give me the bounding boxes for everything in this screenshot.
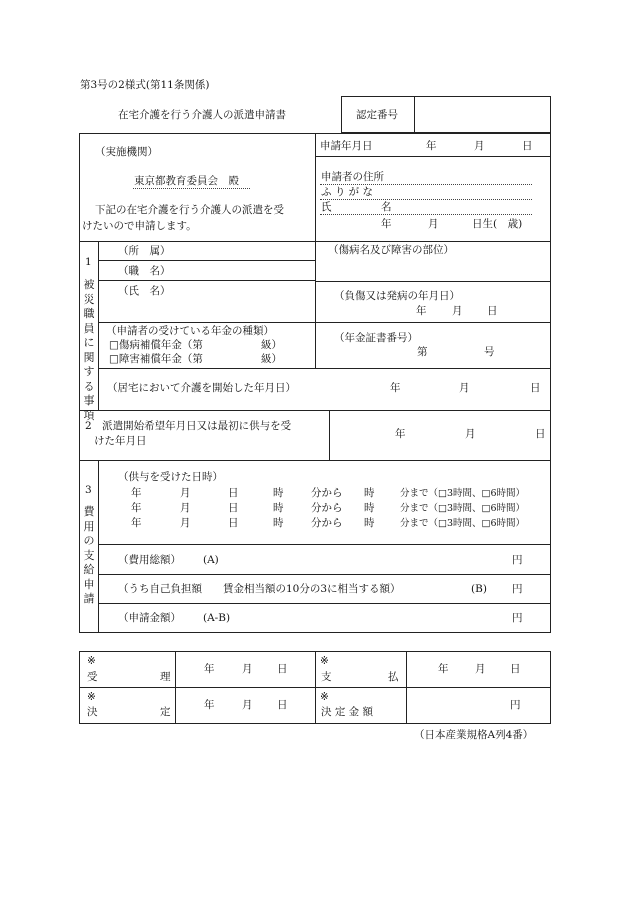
office-mark: ※ (87, 691, 96, 703)
application-date-day[interactable]: 日 (522, 140, 533, 152)
furigana-label: ふ り が な (321, 186, 374, 198)
section1-number: 1 (85, 256, 92, 268)
total-cost-label: （費用総額） (118, 554, 181, 566)
receipt-label-2: 理 (160, 671, 171, 683)
applicant-address-label: 申請者の住所 (321, 171, 384, 183)
payment-year[interactable]: 年 (438, 663, 449, 675)
onset-month[interactable]: 月 (452, 305, 463, 317)
care-start-label: （居宅において介護を開始した年月日） (107, 382, 296, 394)
time-until-options[interactable]: 分まで（□3時間、□6時間） (400, 518, 526, 529)
application-date-label: 申請年月日 (320, 140, 373, 152)
pension-option-disability-grade: 級） (261, 353, 282, 365)
section3-heading: 費用の支給申請 (83, 505, 95, 605)
applicant-name-label-2: 名 (381, 201, 392, 213)
self-burden-label: （うち自己負担額 賃金相当額の10分の3に相当する額） (118, 583, 401, 595)
cert-number-label: 認定番号 (356, 109, 398, 121)
pension-option-disability[interactable]: □障害補償年金（第 (109, 353, 203, 365)
provision-label: （供与を受けた日時） (118, 471, 223, 483)
injury-label: （傷病名及び障害の部位） (328, 244, 454, 256)
time-hour-end: 時 (364, 517, 375, 529)
total-cost-unit[interactable]: 円 (512, 554, 523, 566)
agency-name: 東京都教育委員会 殿 (134, 175, 239, 187)
time-day: 日 (228, 502, 239, 514)
decision-year[interactable]: 年 (204, 699, 215, 711)
receipt-day[interactable]: 日 (277, 663, 288, 675)
time-month: 月 (180, 502, 191, 514)
decision-amount-label: 決 定 金 額 (321, 706, 374, 718)
receipt-label-1: 受 (87, 671, 98, 683)
time-until-options[interactable]: 分まで（□3時間、□6時間） (400, 503, 526, 514)
request-text-line1: 下記の在宅介護を行う介護人の派遣を受 (95, 204, 284, 216)
section2-line1: 2 派遣開始希望年月日又は最初に供与を受 (85, 420, 292, 432)
time-hour: 時 (273, 487, 284, 499)
form-title: 在宅介護を行う介護人の派遣申請書 (118, 109, 286, 121)
self-burden-unit[interactable]: 円 (512, 583, 523, 595)
time-hour: 時 (273, 517, 284, 529)
dispatch-month[interactable]: 月 (465, 428, 476, 440)
time-hour-end: 時 (364, 502, 375, 514)
affiliation-label: （所 属） (118, 245, 171, 257)
furigana-input-line[interactable] (320, 199, 532, 200)
decision-day[interactable]: 日 (277, 699, 288, 711)
decision-label-1: 決 (87, 706, 98, 718)
payment-day[interactable]: 日 (510, 663, 521, 675)
birth-month[interactable]: 月 (428, 218, 439, 230)
office-mark: ※ (320, 691, 329, 703)
receipt-year[interactable]: 年 (204, 663, 215, 675)
application-date-year[interactable]: 年 (426, 140, 437, 152)
payment-label-2: 払 (388, 671, 399, 683)
time-year: 年 (131, 517, 142, 529)
address-input-line[interactable] (320, 184, 532, 185)
pension-option-injury-grade: 級） (261, 339, 282, 351)
time-year: 年 (131, 487, 142, 499)
care-start-month[interactable]: 月 (459, 382, 470, 394)
payment-label-1: 支 (321, 671, 332, 683)
total-cost-code: (A) (203, 554, 219, 566)
request-text-line2: けたいので申請します。 (82, 220, 197, 232)
section2-line2: けた年月日 (94, 435, 147, 447)
self-burden-code: (B) (471, 583, 487, 595)
receipt-month[interactable]: 月 (242, 663, 253, 675)
office-mark: ※ (87, 655, 96, 667)
birth-year[interactable]: 年 (381, 218, 392, 230)
agency-label: （実施機関） (95, 146, 158, 158)
time-month: 月 (180, 487, 191, 499)
time-day: 日 (228, 487, 239, 499)
care-start-year[interactable]: 年 (390, 382, 401, 394)
care-start-day[interactable]: 日 (530, 382, 541, 394)
request-amount-label: （申請金額） (118, 612, 181, 624)
pension-cert-suffix: 号 (484, 346, 495, 358)
time-from: 分から (311, 502, 343, 514)
form-number: 第3号の2様式(第11条関係) (80, 79, 210, 91)
section1-heading: 被災職員に関する事項 (83, 278, 95, 422)
onset-date-label: （負傷又は発病の年月日） (334, 290, 460, 302)
payment-month[interactable]: 月 (475, 663, 486, 675)
time-day: 日 (228, 517, 239, 529)
decision-amount-unit[interactable]: 円 (510, 699, 521, 711)
name-input-line[interactable] (320, 214, 532, 215)
pension-cert-label: （年金証書番号） (334, 332, 418, 344)
time-until-options[interactable]: 分まで（□3時間、□6時間） (400, 488, 526, 499)
birth-day-age[interactable]: 日生( 歳) (472, 218, 523, 230)
dispatch-year[interactable]: 年 (395, 428, 406, 440)
decision-label-2: 定 (160, 706, 171, 718)
applicant-name-label-1: 氏 (321, 201, 332, 213)
employee-name-label: （氏 名） (118, 285, 171, 297)
pension-option-injury[interactable]: □傷病補償年金（第 (109, 339, 203, 351)
decision-month[interactable]: 月 (242, 699, 253, 711)
time-year: 年 (131, 502, 142, 514)
application-date-month[interactable]: 月 (474, 140, 485, 152)
pension-type-label: （申請者の受けている年金の種類） (106, 325, 274, 337)
onset-day[interactable]: 日 (487, 305, 498, 317)
time-hour-end: 時 (364, 487, 375, 499)
onset-year[interactable]: 年 (416, 305, 427, 317)
dispatch-day[interactable]: 日 (535, 428, 546, 440)
time-from: 分から (311, 487, 343, 499)
section3-number: 3 (85, 484, 92, 496)
time-month: 月 (180, 517, 191, 529)
request-amount-code: (A-B) (203, 612, 231, 624)
time-hour: 時 (273, 502, 284, 514)
pension-cert-prefix: 第 (417, 346, 428, 358)
time-from: 分から (311, 517, 343, 529)
request-amount-unit[interactable]: 円 (512, 612, 523, 624)
office-mark: ※ (320, 655, 329, 667)
job-title-label: （職 名） (118, 265, 171, 277)
paper-standard-note: （日本産業規格A列4番） (414, 729, 534, 741)
